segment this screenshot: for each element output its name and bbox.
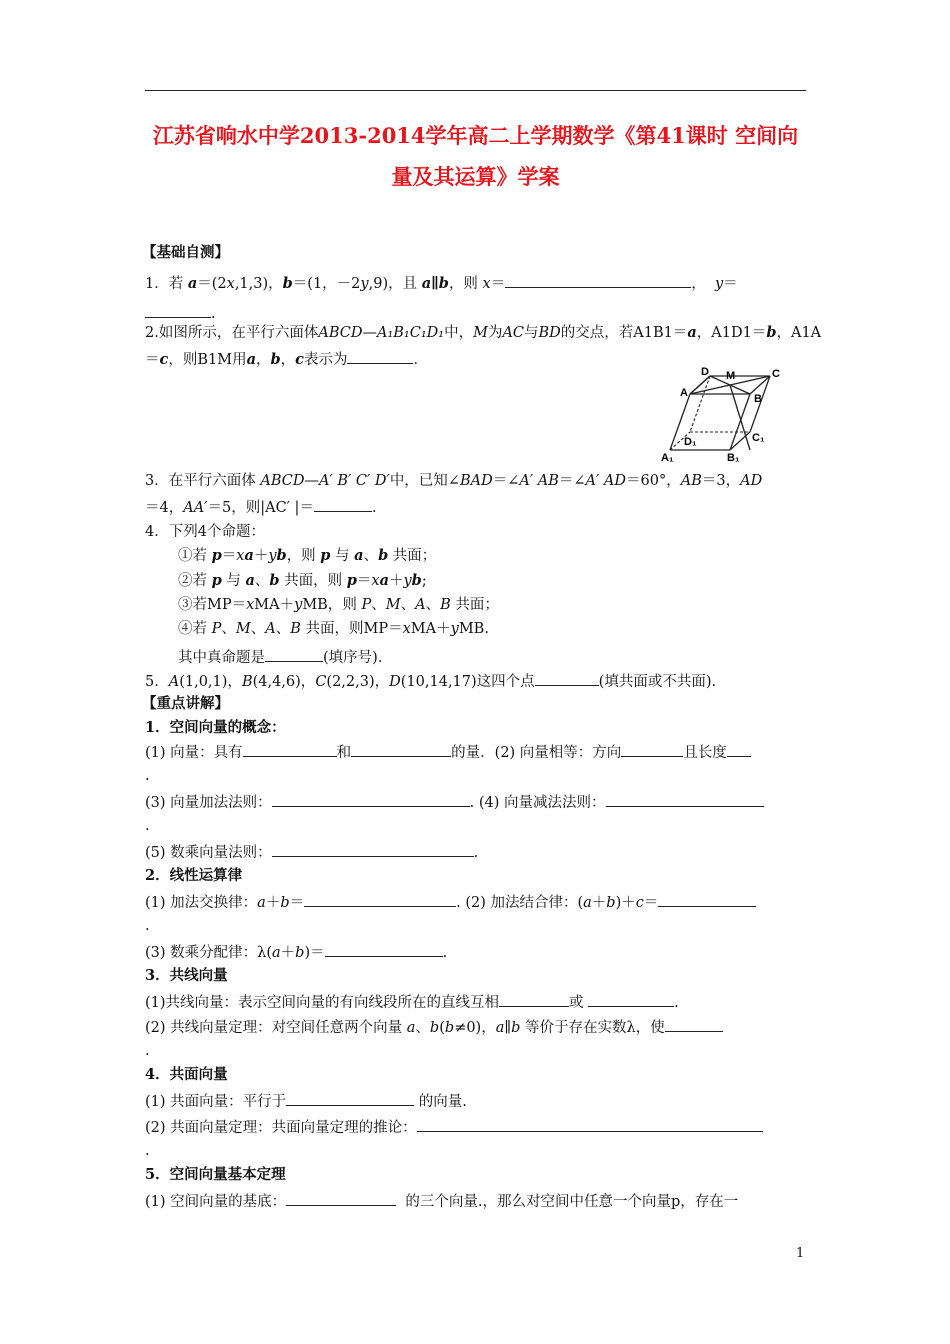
- topic-3-dot: .: [145, 1043, 150, 1059]
- topic-4-row-1: (1) 共面向量：平行于 的向量.: [145, 1094, 467, 1110]
- blank-equal-length[interactable]: [727, 743, 751, 757]
- answer-blank-true-props[interactable]: [265, 648, 323, 662]
- topic-3-row-1: (1)共线向量：表示空间向量的有向线段所在的直线互相 或 .: [145, 995, 679, 1011]
- section-heading-key-points: 【重点讲解】: [142, 695, 229, 712]
- proposition-1: ①若 p＝xa＋yb，则 p 与 a、b 共面；: [178, 547, 437, 564]
- blank-parallel-plane[interactable]: [286, 1092, 414, 1106]
- blank-collinear-theorem[interactable]: [665, 1018, 723, 1032]
- topic-1-title: 1．空间向量的概念：: [145, 719, 286, 736]
- question-4-answer: 其中真命题是 (填序号)．: [178, 650, 393, 666]
- page-number: 1: [796, 1246, 805, 1261]
- figure-label-b1: B₁: [727, 452, 740, 464]
- figure-label-c1: C₁: [752, 432, 765, 444]
- topic-2-row-2: (3) 数乘分配律：λ(a＋b)＝ .: [145, 945, 448, 961]
- question-3-line1: 3．在平行六面体 ABCD—A′ B′ C′ D′中，已知∠BAD＝∠A′ AB＝∠A′ AD＝60°，AB＝3，AD: [145, 473, 763, 489]
- blank-basis[interactable]: [286, 1192, 396, 1206]
- topic-1-row-3: (5) 数乘向量法则： .: [145, 845, 479, 861]
- blank-subtraction-rule[interactable]: [606, 793, 764, 807]
- question-4-intro: 4．下列4个命题：: [145, 524, 265, 540]
- topic-2-row-1: (1) 加法交换律：a＋b＝ . (2) 加法结合律：(a＋b)＋c＝: [145, 893, 756, 912]
- question-5: 5．A(1,0,1)，B(4,4,6)，C(2,2,3)，D(10,14,17)这四个点 (填共面或不共面).: [145, 674, 717, 690]
- blank-addition-rule[interactable]: [272, 793, 470, 807]
- topic-3-title: 3．共线向量: [145, 967, 228, 984]
- answer-blank-coplanar[interactable]: [535, 672, 599, 686]
- proposition-4: ④若 P、M、A、B 共面，则MP＝xMA＋yMB.: [178, 621, 489, 637]
- proposition-2: ②若 p 与 a、b 共面，则 p＝xa＋yb;: [178, 572, 427, 589]
- section-heading-basic-test: 【基础自测】: [142, 244, 229, 261]
- topic-1-dot-1: .: [145, 768, 150, 784]
- figure-label-d: D: [701, 366, 709, 378]
- proposition-3: ③若MP＝xMA＋yMB，则 P、M、A、B 共面；: [178, 597, 499, 613]
- answer-blank-x[interactable]: [505, 274, 691, 288]
- blank-coplanar-corollary[interactable]: [417, 1118, 763, 1132]
- topic-1-row-1: (1) 向量：具有 和 的量．(2) 向量相等：方向 且长度: [145, 743, 751, 762]
- figure-label-a1: A₁: [661, 452, 674, 464]
- figure-label-b: B: [754, 393, 762, 405]
- blank-direction[interactable]: [351, 743, 451, 757]
- topic-1-dot-2: .: [145, 818, 150, 834]
- answer-blank-y[interactable]: [145, 304, 211, 318]
- blank-distributive[interactable]: [325, 943, 443, 957]
- question-1: 1．若 a＝(2x,1,3)，b＝(1，－2y,9)，且 a∥b，则 x＝ ， y＝: [145, 275, 738, 292]
- blank-same-direction[interactable]: [621, 743, 683, 757]
- topic-2-dot: .: [145, 918, 150, 934]
- topic-1-row-2: (3) 向量加法法则： . (4) 向量减法法则：: [145, 793, 764, 812]
- figure-label-c: C: [772, 368, 780, 380]
- blank-parallel[interactable]: [499, 993, 569, 1007]
- question-2-line2: ＝c，则B1M用a，b，c表示为 ．: [145, 351, 428, 368]
- topic-4-row-2: (2) 共面向量定理：共面向量定理的推论：: [145, 1118, 763, 1137]
- topic-5-row-1: (1) 空间向量的基底： 的三个向量.，那么对空间中任意一个向量p，存在一: [145, 1194, 739, 1210]
- topic-3-row-2: (2) 共线向量定理：对空间任意两个向量 a、b(b≠0)，a∥b 等价于存在实数λ，使: [145, 1018, 723, 1037]
- blank-coincide[interactable]: [588, 993, 674, 1007]
- answer-blank-b1m[interactable]: [347, 350, 413, 364]
- header-rule: [145, 90, 806, 91]
- document-title-line2: 量及其运算》学案: [391, 164, 560, 189]
- figure-label-m: M: [726, 370, 736, 382]
- question-1-cont: .: [145, 304, 216, 323]
- blank-scalar-rule[interactable]: [272, 843, 474, 857]
- document-title-line1: 江苏省响水中学2013-2014学年高二上学期数学《第41课时 空间向: [152, 123, 799, 148]
- blank-associative[interactable]: [658, 893, 756, 907]
- blank-magnitude[interactable]: [243, 743, 337, 757]
- answer-blank-ac[interactable]: [314, 498, 372, 512]
- figure-label-a: A: [680, 387, 688, 399]
- topic-4-title: 4．共面向量: [145, 1066, 228, 1083]
- blank-commutative[interactable]: [304, 893, 456, 907]
- figure-label-d1: D₁: [684, 436, 697, 448]
- parallelepiped-figure: [655, 365, 795, 465]
- topic-5-title: 5．空间向量基本定理: [145, 1166, 286, 1183]
- question-3-line2: ＝4，AA′＝5，则|AC′ |＝ .: [145, 500, 377, 516]
- topic-4-dot: .: [145, 1143, 150, 1159]
- question-2-line1: 2.如图所示，在平行六面体ABCD—A₁B₁C₁D₁中，M为AC与BD的交点，若A1B1＝a，A1D1＝b，A1A: [145, 324, 822, 341]
- topic-2-title: 2．线性运算律: [145, 867, 243, 884]
